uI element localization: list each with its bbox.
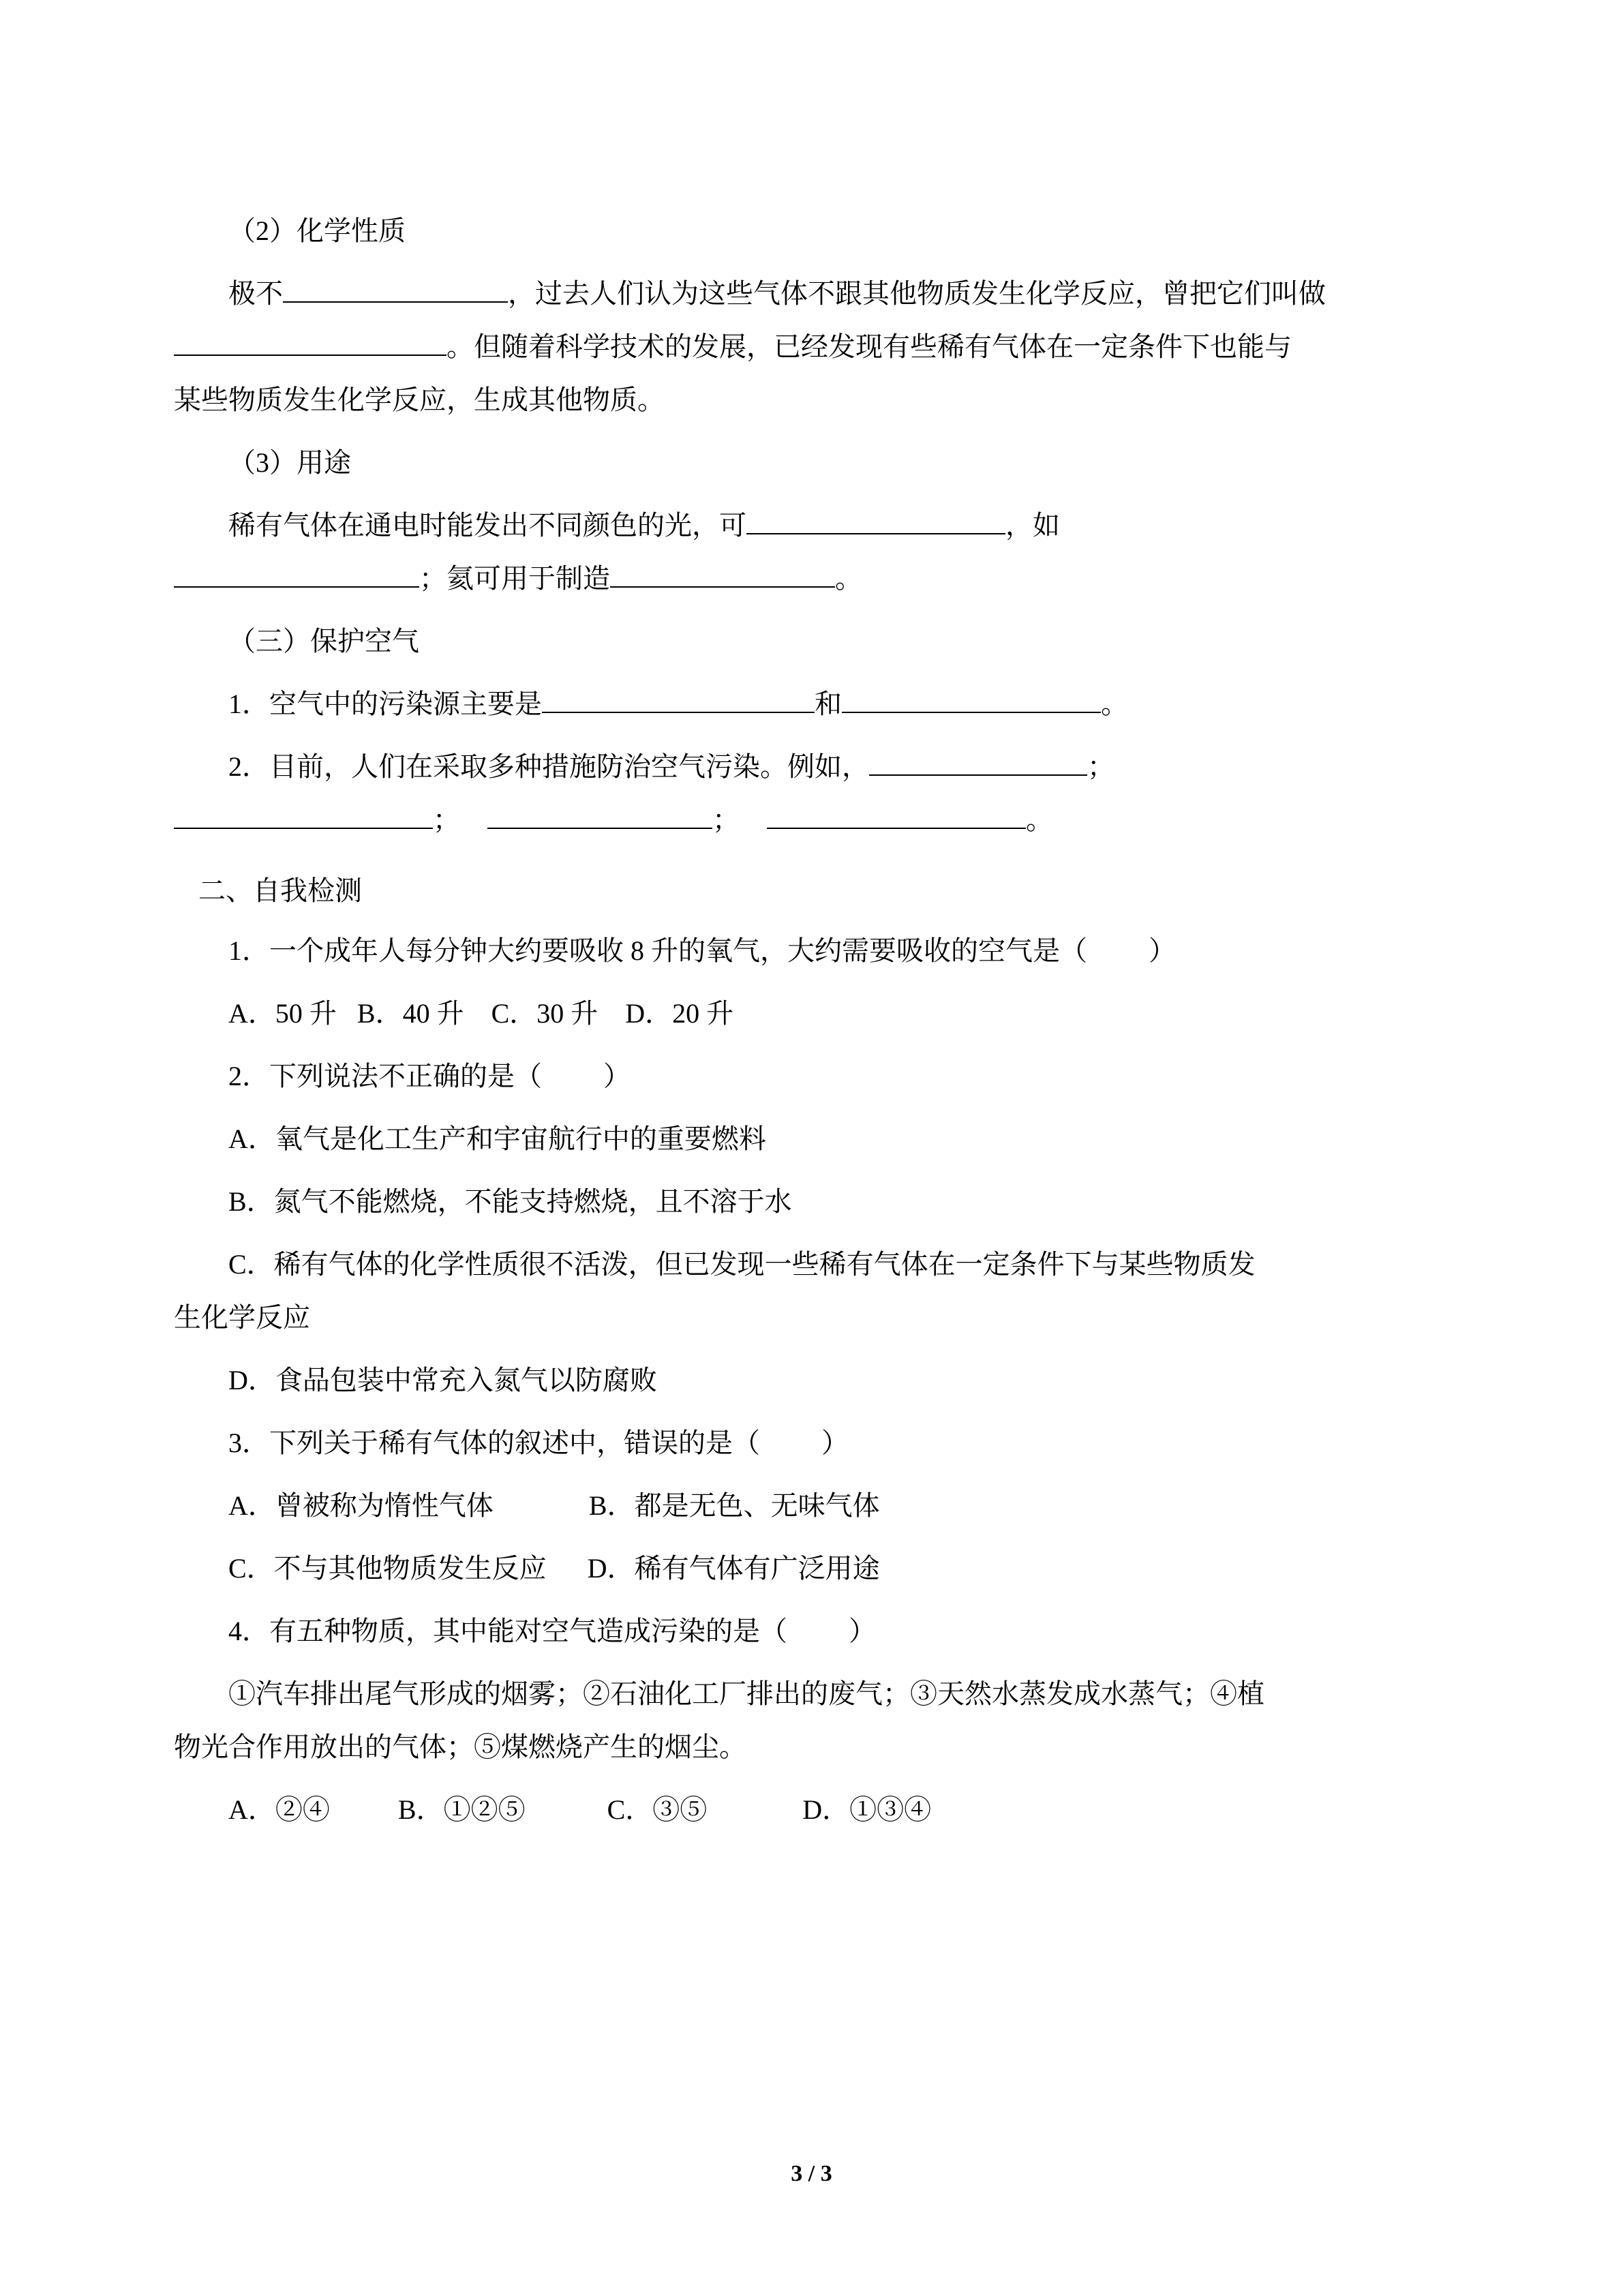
fill-blank[interactable] bbox=[283, 273, 508, 303]
chem-property-text-b: ，过去人们认为这些气体不跟其他物质发生化学反应，曾把它们叫做 bbox=[508, 278, 1326, 309]
fill-blank[interactable] bbox=[174, 326, 446, 356]
chem-property-text-a: 极不 bbox=[228, 278, 283, 309]
question-4-body-line-2: 物光合作用放出的气体；⑤煤燃烧产生的烟尘。 bbox=[174, 1732, 746, 1762]
question-2-choice-c-wrap: 生化学反应 bbox=[174, 1302, 310, 1333]
question-4-choices[interactable]: A．②④ B．①②⑤ C．③⑤ D．①③④ bbox=[228, 1794, 932, 1825]
use-paragraph bbox=[174, 499, 1449, 605]
fill-blank[interactable] bbox=[610, 558, 835, 588]
heading-use: （3）用途 bbox=[228, 447, 351, 478]
question-2-choice-c[interactable] bbox=[174, 1238, 1449, 1344]
protect-item2-text-a: 2．目前，人们在采取多种措施防治空气污染。例如， bbox=[228, 751, 869, 782]
page-footer: 3 / 3 bbox=[791, 2161, 832, 2186]
question-4-stem bbox=[174, 1605, 1449, 1658]
use-text-b: ，如 bbox=[1005, 510, 1060, 541]
question-1-text-tail: ） bbox=[1149, 935, 1176, 966]
use-text-a: 稀有气体在通电时能发出不同颜色的光，可 bbox=[228, 510, 746, 541]
protect-item1-text-c: 。 bbox=[1101, 689, 1128, 719]
question-3-stem bbox=[174, 1417, 1449, 1470]
fill-blank[interactable] bbox=[842, 683, 1101, 713]
question-1-stem bbox=[174, 924, 1449, 978]
question-3-text: 3．下列关于稀有气体的叙述中，错误的是（ bbox=[228, 1428, 760, 1458]
fill-blank[interactable] bbox=[487, 799, 712, 829]
question-2-choice-d[interactable]: D．食品包装中常充入氮气以防腐败 bbox=[228, 1365, 657, 1395]
question-2-choice-a[interactable]: A．氧气是化工生产和宇宙航行中的重要燃料 bbox=[228, 1123, 766, 1154]
question-3-text-tail: ） bbox=[821, 1428, 849, 1458]
fill-blank[interactable] bbox=[174, 799, 433, 829]
fill-blank[interactable] bbox=[767, 799, 1026, 829]
question-2-text-tail: ） bbox=[603, 1061, 631, 1091]
chemical-property-paragraph bbox=[174, 267, 1449, 427]
fill-blank[interactable] bbox=[542, 683, 815, 713]
protect-item2-text-b: ； bbox=[1087, 751, 1114, 782]
question-2-text: 2．下列说法不正确的是（ bbox=[228, 1061, 542, 1091]
protect-item2-line2-text-a: ； bbox=[433, 804, 460, 835]
fill-blank[interactable] bbox=[174, 558, 419, 588]
question-4-body-line-1: ①汽车排出尾气形成的烟雾；②石油化工厂排出的废气；③天然水蒸发成水蒸气；④植 bbox=[228, 1678, 1264, 1709]
question-4-text-tail: ） bbox=[849, 1616, 876, 1646]
protect-item1-text-a: 1．空气中的污染源主要是 bbox=[228, 689, 542, 719]
use-text-d: 。 bbox=[835, 563, 862, 594]
question-2-choice-c-text: C．稀有气体的化学性质很不活泼，但已发现一些稀有气体在一定条件下与某些物质发 bbox=[228, 1249, 1256, 1280]
question-2-stem bbox=[174, 1050, 1449, 1103]
protect-item1-text-b: 和 bbox=[815, 689, 842, 719]
question-3-choices-row-1[interactable]: A．曾被称为惰性气体 B．都是无色、无味气体 bbox=[228, 1490, 880, 1521]
question-4-text: 4．有五种物质，其中能对空气造成污染的是（ bbox=[228, 1616, 787, 1646]
protect-item2-line2-text-c: 。 bbox=[1026, 804, 1053, 835]
document-body bbox=[174, 205, 1449, 1837]
chem-property-text-d: 某些物质发生化学反应，生成其他物质。 bbox=[174, 384, 665, 415]
fill-blank[interactable] bbox=[869, 746, 1087, 776]
heading-self-test: 二、自我检测 bbox=[198, 875, 362, 906]
fill-blank[interactable] bbox=[746, 504, 1005, 534]
question-2-choice-b[interactable]: B．氮气不能燃烧，不能支持燃烧，且不溶于水 bbox=[228, 1186, 792, 1217]
question-4-body bbox=[174, 1667, 1449, 1774]
chem-property-text-c: 。但随着科学技术的发展，已经发现有些稀有气体在一定条件下也能与 bbox=[446, 331, 1292, 362]
protect-item-1 bbox=[174, 678, 1449, 731]
use-text-c: ；氦可用于制造 bbox=[419, 563, 610, 594]
protect-item2-line2-text-b: ； bbox=[712, 804, 740, 835]
question-3-choices-row-2[interactable]: C．不与其他物质发生反应 D．稀有气体有广泛用途 bbox=[228, 1553, 880, 1584]
heading-protect-air: （三）保护空气 bbox=[228, 626, 419, 656]
heading-chemical-property: （2）化学性质 bbox=[228, 215, 406, 246]
question-1-text: 1．一个成年人每分钟大约要吸收 8 升的氧气，大约需要吸收的空气是（ bbox=[228, 935, 1087, 966]
question-1-choices[interactable]: A．50 升 B．40 升 C．30 升 D．20 升 bbox=[228, 998, 734, 1029]
protect-item-2 bbox=[174, 740, 1449, 847]
